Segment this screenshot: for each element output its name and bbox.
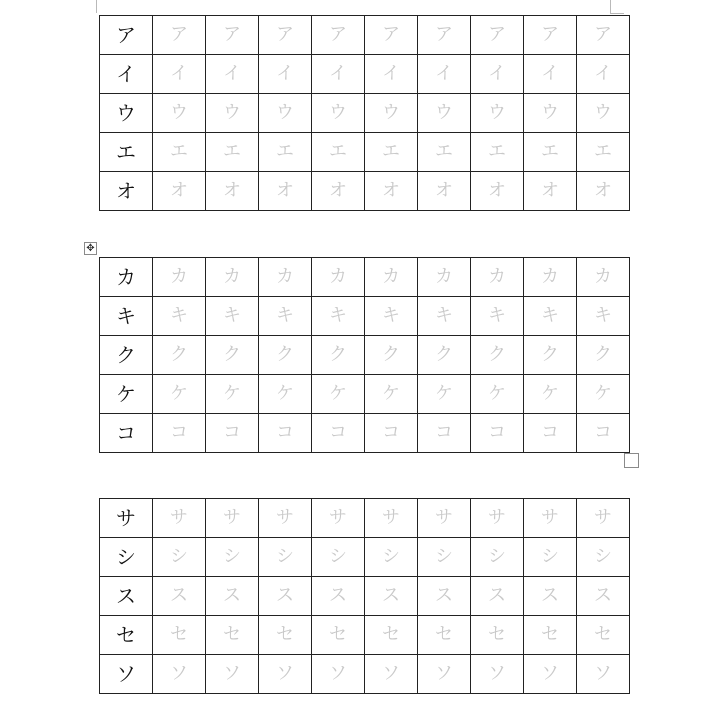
trace-character-cell[interactable]: ケ [206,375,259,414]
table-row [100,577,630,616]
trace-character-cell[interactable]: シ [524,538,577,577]
trace-character-cell[interactable]: キ [312,297,365,336]
model-character-cell[interactable]: ウ [100,94,153,133]
trace-character-cell[interactable]: オ [577,172,630,211]
trace-character-cell[interactable]: ア [577,16,630,55]
practice-table-ka-row[interactable] [99,257,630,453]
table-row [100,414,630,453]
trace-character-cell[interactable]: ソ [365,655,418,694]
trace-character-cell[interactable]: ク [153,336,206,375]
trace-character-cell[interactable]: エ [153,133,206,172]
trace-character-cell[interactable]: イ [577,55,630,94]
table-row [100,616,630,655]
model-character-cell[interactable]: コ [100,414,153,453]
trace-character-cell[interactable]: ク [206,336,259,375]
trace-character-cell[interactable]: ス [153,577,206,616]
trace-character-cell[interactable]: イ [365,55,418,94]
trace-character-cell[interactable]: セ [259,616,312,655]
trace-character-cell[interactable]: シ [418,538,471,577]
trace-character-cell[interactable]: オ [153,172,206,211]
trace-character-cell[interactable]: カ [471,258,524,297]
trace-character-cell[interactable]: セ [365,616,418,655]
trace-character-cell[interactable]: コ [577,414,630,453]
trace-character-cell[interactable]: サ [206,499,259,538]
table-row [100,499,630,538]
trace-character-cell[interactable]: ア [524,16,577,55]
model-character-cell[interactable]: イ [100,55,153,94]
table-row [100,94,630,133]
trace-character-cell[interactable]: カ [524,258,577,297]
trace-character-cell[interactable]: ス [365,577,418,616]
page-margin-left [96,0,97,13]
trace-character-cell[interactable]: ケ [524,375,577,414]
trace-character-cell[interactable]: ウ [365,94,418,133]
trace-character-cell[interactable]: ソ [524,655,577,694]
trace-character-cell[interactable]: ア [312,16,365,55]
trace-character-cell[interactable]: セ [312,616,365,655]
trace-character-cell[interactable]: ス [259,577,312,616]
trace-character-cell[interactable]: ア [418,16,471,55]
trace-character-cell[interactable]: ウ [259,94,312,133]
model-character-cell[interactable]: ク [100,336,153,375]
trace-character-cell[interactable]: エ [524,133,577,172]
trace-character-cell[interactable]: セ [206,616,259,655]
trace-character-cell[interactable]: ク [577,336,630,375]
trace-character-cell[interactable]: ア [471,16,524,55]
trace-character-cell[interactable]: ソ [418,655,471,694]
trace-character-cell[interactable]: カ [577,258,630,297]
trace-character-cell[interactable]: イ [259,55,312,94]
trace-character-cell[interactable]: ク [312,336,365,375]
trace-character-cell[interactable]: ソ [206,655,259,694]
trace-character-cell[interactable]: ク [365,336,418,375]
trace-character-cell[interactable]: ク [259,336,312,375]
trace-character-cell[interactable]: オ [471,172,524,211]
trace-character-cell[interactable]: ア [153,16,206,55]
model-character-cell[interactable]: カ [100,258,153,297]
page-margin-right [610,0,624,14]
table-row [100,16,630,55]
model-character-cell[interactable]: ア [100,16,153,55]
model-character-cell[interactable]: セ [100,616,153,655]
trace-character-cell[interactable]: ク [418,336,471,375]
table-row [100,172,630,211]
trace-character-cell[interactable]: ケ [418,375,471,414]
trace-character-cell[interactable]: シ [577,538,630,577]
trace-character-cell[interactable]: サ [312,499,365,538]
trace-character-cell[interactable]: セ [418,616,471,655]
trace-character-cell[interactable]: イ [418,55,471,94]
trace-character-cell[interactable]: キ [259,297,312,336]
trace-character-cell[interactable]: ソ [471,655,524,694]
trace-character-cell[interactable]: コ [365,414,418,453]
trace-character-cell[interactable]: カ [312,258,365,297]
trace-character-cell[interactable]: イ [153,55,206,94]
model-character-cell[interactable]: キ [100,297,153,336]
trace-character-cell[interactable]: ウ [577,94,630,133]
trace-character-cell[interactable]: ケ [577,375,630,414]
trace-character-cell[interactable]: シ [206,538,259,577]
trace-character-cell[interactable]: イ [206,55,259,94]
model-character-cell[interactable]: ソ [100,655,153,694]
trace-character-cell[interactable]: ウ [312,94,365,133]
trace-character-cell[interactable]: オ [524,172,577,211]
trace-character-cell[interactable]: キ [577,297,630,336]
trace-character-cell[interactable]: ア [365,16,418,55]
trace-character-cell[interactable]: コ [471,414,524,453]
trace-character-cell[interactable]: シ [259,538,312,577]
trace-character-cell[interactable]: キ [471,297,524,336]
trace-character-cell[interactable]: ソ [153,655,206,694]
model-character-cell[interactable]: エ [100,133,153,172]
trace-character-cell[interactable]: ア [206,16,259,55]
trace-character-cell[interactable]: キ [153,297,206,336]
trace-character-cell[interactable]: エ [312,133,365,172]
trace-character-cell[interactable]: サ [418,499,471,538]
trace-character-cell[interactable]: ケ [365,375,418,414]
trace-character-cell[interactable]: ケ [259,375,312,414]
trace-character-cell[interactable]: エ [577,133,630,172]
trace-character-cell[interactable]: コ [418,414,471,453]
model-character-cell[interactable]: ス [100,577,153,616]
trace-character-cell[interactable]: ス [577,577,630,616]
trace-character-cell[interactable]: ス [524,577,577,616]
trace-character-cell[interactable]: エ [259,133,312,172]
table-row [100,538,630,577]
trace-character-cell[interactable]: カ [365,258,418,297]
resize-square-icon[interactable] [624,453,639,468]
trace-character-cell[interactable]: ク [471,336,524,375]
trace-character-cell[interactable]: コ [206,414,259,453]
practice-table-a-row[interactable] [99,15,630,211]
trace-character-cell[interactable]: イ [471,55,524,94]
table-row [100,55,630,94]
trace-character-cell[interactable]: ス [418,577,471,616]
trace-character-cell[interactable]: ケ [153,375,206,414]
trace-character-cell[interactable]: ス [206,577,259,616]
trace-character-cell[interactable]: シ [312,538,365,577]
trace-character-cell[interactable]: ウ [153,94,206,133]
trace-character-cell[interactable]: エ [471,133,524,172]
trace-character-cell[interactable]: コ [524,414,577,453]
trace-character-cell[interactable]: ア [259,16,312,55]
table-row [100,297,630,336]
trace-character-cell[interactable]: オ [206,172,259,211]
trace-character-cell[interactable]: カ [206,258,259,297]
trace-character-cell[interactable]: コ [312,414,365,453]
trace-character-cell[interactable]: コ [153,414,206,453]
trace-character-cell[interactable]: サ [577,499,630,538]
table-row [100,655,630,694]
table-row [100,375,630,414]
trace-character-cell[interactable]: オ [259,172,312,211]
trace-character-cell[interactable]: ソ [577,655,630,694]
trace-character-cell[interactable]: シ [471,538,524,577]
model-character-cell[interactable]: ケ [100,375,153,414]
trace-character-cell[interactable]: カ [418,258,471,297]
trace-character-cell[interactable]: セ [577,616,630,655]
trace-character-cell[interactable]: ケ [312,375,365,414]
trace-character-cell[interactable]: イ [312,55,365,94]
trace-character-cell[interactable]: コ [259,414,312,453]
trace-character-cell[interactable]: セ [524,616,577,655]
trace-character-cell[interactable]: カ [259,258,312,297]
trace-character-cell[interactable]: エ [418,133,471,172]
table-row [100,336,630,375]
trace-character-cell[interactable]: キ [524,297,577,336]
move-arrows-icon[interactable]: ✥ [84,242,97,255]
trace-character-cell[interactable]: カ [153,258,206,297]
trace-character-cell[interactable]: サ [153,499,206,538]
trace-character-cell[interactable]: サ [524,499,577,538]
model-character-cell[interactable]: サ [100,499,153,538]
model-character-cell[interactable]: シ [100,538,153,577]
trace-character-cell[interactable]: ウ [418,94,471,133]
trace-character-cell[interactable]: キ [418,297,471,336]
trace-character-cell[interactable]: ソ [259,655,312,694]
trace-character-cell[interactable]: キ [365,297,418,336]
trace-character-cell[interactable]: セ [153,616,206,655]
trace-character-cell[interactable]: オ [418,172,471,211]
table-row [100,258,630,297]
trace-character-cell[interactable]: セ [471,616,524,655]
trace-character-cell[interactable]: サ [259,499,312,538]
table-row [100,133,630,172]
trace-character-cell[interactable]: イ [524,55,577,94]
trace-character-cell[interactable]: エ [206,133,259,172]
trace-character-cell[interactable]: キ [206,297,259,336]
trace-character-cell[interactable]: オ [365,172,418,211]
trace-character-cell[interactable]: サ [471,499,524,538]
trace-character-cell[interactable]: ス [471,577,524,616]
trace-character-cell[interactable]: ウ [471,94,524,133]
practice-table-sa-row[interactable] [99,498,630,694]
trace-character-cell[interactable]: エ [365,133,418,172]
trace-character-cell[interactable]: ウ [206,94,259,133]
trace-character-cell[interactable]: ソ [312,655,365,694]
trace-character-cell[interactable]: ウ [524,94,577,133]
trace-character-cell[interactable]: オ [312,172,365,211]
trace-character-cell[interactable]: ケ [471,375,524,414]
model-character-cell[interactable]: オ [100,172,153,211]
trace-character-cell[interactable]: サ [365,499,418,538]
trace-character-cell[interactable]: ク [524,336,577,375]
trace-character-cell[interactable]: シ [153,538,206,577]
trace-character-cell[interactable]: シ [365,538,418,577]
trace-character-cell[interactable]: ス [312,577,365,616]
